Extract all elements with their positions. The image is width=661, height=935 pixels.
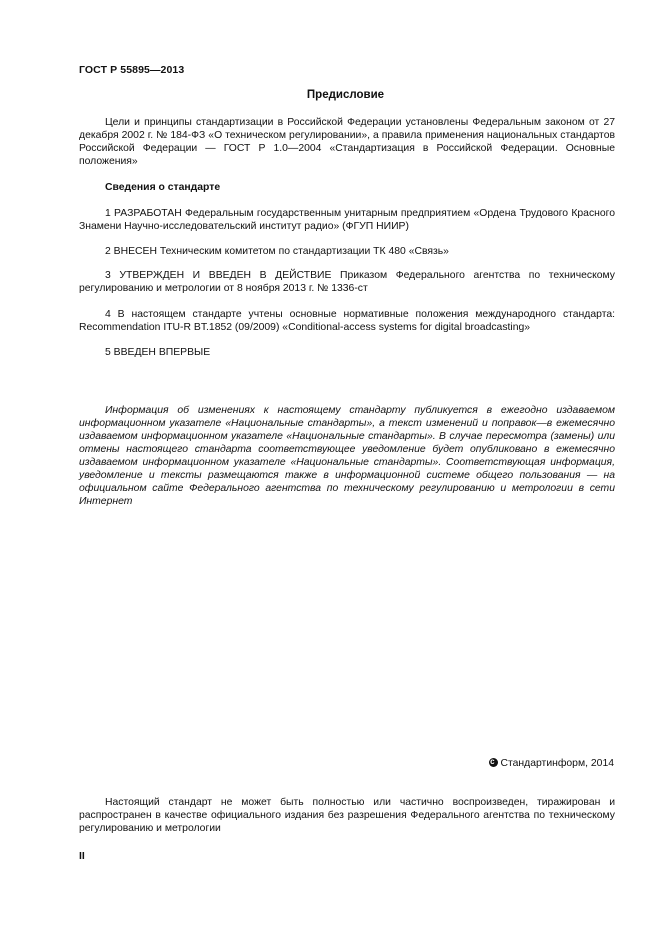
list-item-5: 5 ВВЕДЕН ВПЕРВЫЕ (105, 347, 211, 358)
list-item-4: 4 В настоящем стандарте учтены основные нормативные положения международного стандарта: Recommendation ITU-R BT.1852 (09/2009) «Conditional-access systems for digital broadcasting» (79, 309, 615, 333)
intro-paragraph: Цели и принципы стандартизации в Российской Федерации установлены Федеральным законом от 27 декабря 2002 г. № 184-ФЗ «О техническом регулировании», а правила применения национальных стандартов Российской Федерации — ГОСТ Р 1.0—2004 «Стандартизация в Российской Федерации. Основные положения» (79, 117, 615, 167)
list-item-2: 2 ВНЕСЕН Техническим комитетом по стандартизации ТК 480 «Связь» (105, 246, 449, 257)
list-item-1: 1 РАЗРАБОТАН Федеральным государственным унитарным предприятием «Ордена Трудового Красного Знамени Научно-исследовательский институт радио» (ФГУП НИИР) (79, 208, 615, 232)
section-title: Сведения о стандарте (105, 182, 221, 193)
document-header: ГОСТ Р 55895—2013 (79, 64, 185, 76)
copyright-text: Стандартинформ, 2014 (500, 758, 614, 769)
page-title: Предисловие (306, 89, 385, 101)
page-number: II (79, 850, 85, 862)
copyright-icon (489, 758, 498, 767)
copyright-line (489, 757, 615, 770)
list-item-3: 3 УТВЕРЖДЕН И ВВЕДЕН В ДЕЙСТВИЕ Приказом Федерального агентства по техническому регулированию и метрологии от 8 ноября 2013 г. № 1336-ст (79, 270, 615, 294)
info-notice: Информация об изменениях к настоящему стандарту публикуется в ежегодно издаваемом информационном указателе «Национальные стандарты», а текст изменений и поправок—в ежемесячно издаваемом информационном указателе «Национальные стандарты». В случае пересмотра (замены) или отмены настоящего стандарта соответствующее уведомление будет опубликовано в ежемесячно издаваемом информационном указателе «Национальные стандарты». Соответствующая информация, уведомление и тексты размещаются также в информационной системе общего пользования — на официальном сайте Федерального агентства по техническому регулированию и метрологии в сети Интернет (79, 405, 615, 507)
reproduction-notice: Настоящий стандарт не может быть полностью или частично воспроизведен, тиражирован и распространен в качестве официального издания без разрешения Федерального агентства по техническому регулированию и метрологии (79, 797, 615, 834)
